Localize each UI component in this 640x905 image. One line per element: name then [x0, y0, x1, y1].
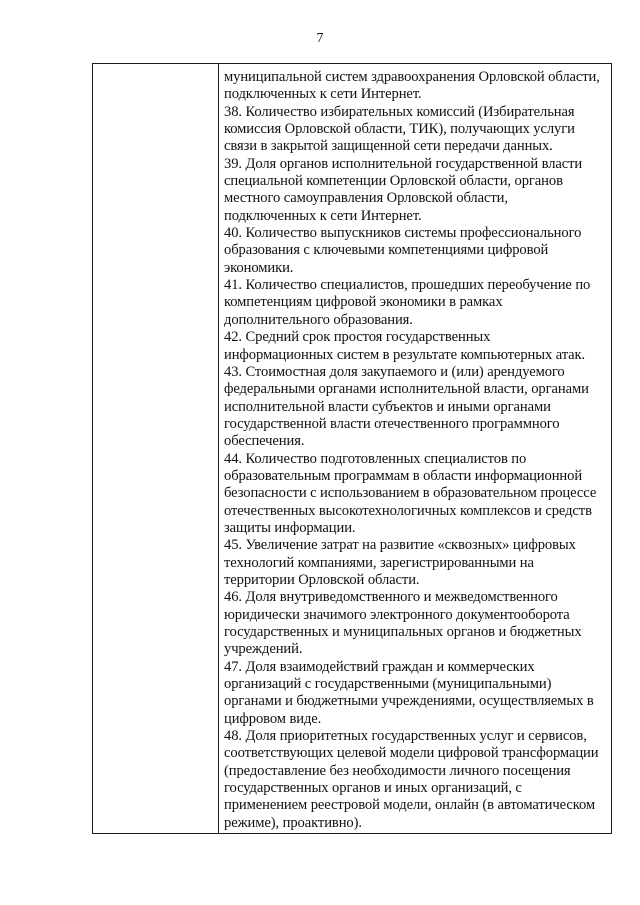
text-line: 43. Стоимостная доля закупаемого и (или) арендуемого	[224, 363, 565, 380]
table-right-cell	[219, 64, 611, 833]
text-line: юридически значимого электронного документооборота	[224, 606, 570, 623]
text-line: комиссия Орловской области, ТИК), получающих услуги	[224, 121, 575, 138]
document-table	[92, 63, 612, 834]
text-line: федеральными органами исполнительной власти, органами	[224, 381, 589, 398]
text-line: органами и бюджетными учреждениями, осуществляемых в	[224, 693, 594, 710]
text-line: организаций с государственными (муниципальными)	[224, 676, 552, 693]
text-line: 45. Увеличение затрат на развитие «сквозных» цифровых	[224, 537, 576, 554]
text-line: экономики.	[224, 259, 294, 276]
text-line: территории Орловской области.	[224, 571, 420, 588]
text-line: 39. Доля органов исполнительной государственной власти	[224, 155, 583, 172]
text-line: цифровом виде.	[224, 710, 322, 727]
text-line: режиме), проактивно).	[224, 814, 362, 831]
text-line: 38. Количество избирательных комиссий (Избирательная	[224, 103, 575, 120]
text-line: (предоставление без необходимости личного посещения	[224, 762, 571, 779]
text-line: государственных и муниципальных органов и бюджетных	[224, 624, 582, 640]
text-line: подключенных к сети Интернет.	[224, 207, 422, 224]
text-line: местного самоуправления Орловской области,	[224, 190, 508, 207]
text-line: 41. Количество специалистов, прошедших переобучение по	[224, 277, 591, 294]
text-line: государственной власти отечественного программного	[224, 415, 560, 432]
text-line: обеспечения.	[224, 433, 305, 450]
text-line: дополнительного образования.	[224, 311, 413, 328]
text-line: муниципальной систем здравоохранения Орловской области,	[224, 69, 600, 85]
text-line: государственных органов и иных организаций, с	[224, 780, 522, 797]
text-line: соответствующих целевой модели цифровой трансформации	[224, 745, 599, 762]
text-line: технологий компаниями, зарегистрированными на	[224, 554, 534, 571]
text-line: исполнительной власти субъектов и иными органами	[224, 398, 551, 415]
text-line: 42. Средний срок простоя государственных	[224, 329, 491, 346]
text-line: 46. Доля внутриведомственного и межведомственного	[224, 589, 558, 606]
text-line: компетенциям цифровой экономики в рамках	[224, 294, 503, 311]
text-line: учреждений.	[224, 641, 303, 658]
text-line: 47. Доля взаимодействий граждан и коммерческих	[224, 658, 535, 675]
text-line: применением реестровой модели, онлайн (в автоматическом	[224, 797, 596, 814]
text-line: 40. Количество выпускников системы профессионального	[224, 225, 582, 242]
page-number: 7	[316, 31, 324, 46]
table-left-cell	[93, 64, 219, 833]
text-line: защиты информации.	[224, 519, 356, 536]
text-line: отечественных высокотехнологичных комплексов и средств	[224, 502, 592, 519]
text-line: 48. Доля приоритетных государственных услуг и сервисов,	[224, 728, 587, 745]
text-line: образовательным программам в области информационной	[224, 467, 583, 484]
text-line: связи в закрытой защищенной сети передачи данных.	[224, 138, 553, 155]
text-line: информационных систем в результате компьютерных атак.	[224, 346, 586, 363]
text-line: безопасности с использованием в образовательном процессе	[224, 485, 597, 502]
text-line: образования с ключевыми компетенциями цифровой	[224, 242, 549, 259]
text-line: 44. Количество подготовленных специалистов по	[224, 450, 527, 467]
text-line: специальной компетенции Орловской области, органов	[224, 173, 563, 190]
text-line: подключенных к сети Интернет.	[224, 86, 422, 103]
